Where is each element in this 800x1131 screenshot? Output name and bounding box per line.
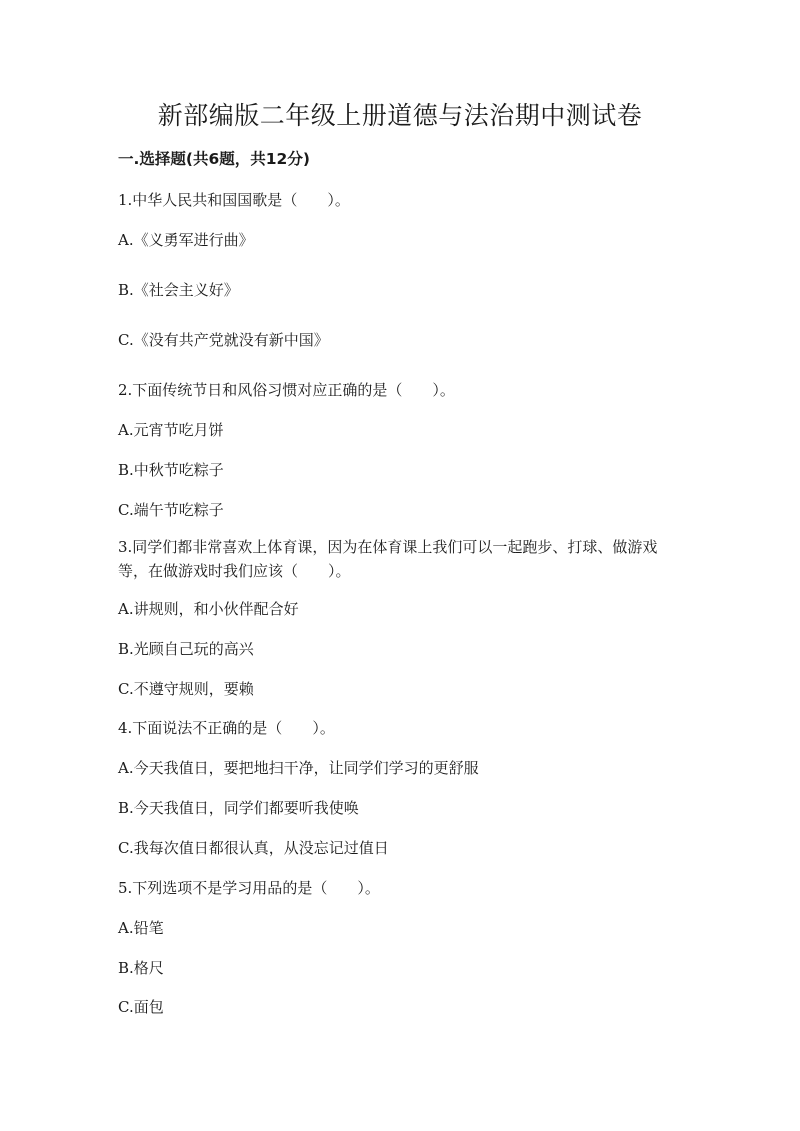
question-stem: 3.同学们都非常喜欢上体育课，因为在体育课上我们可以一起跑步、打球、做游戏等，在做游戏时我们应该（ ）。 bbox=[118, 538, 658, 580]
question-stem: 5.下列选项不是学习用品的是（ ）。 bbox=[118, 879, 380, 897]
option-c: C.不遵守规则，要赖 bbox=[118, 680, 254, 698]
option-b: B.《社会主义好》 bbox=[118, 281, 239, 299]
option-a: A.今天我值日，要把地扫干净，让同学们学习的更舒服 bbox=[118, 759, 479, 777]
section-heading: 一.选择题(共6题，共12分) bbox=[118, 150, 310, 168]
option-b: B.光顾自己玩的高兴 bbox=[118, 640, 254, 658]
question-stem: 2.下面传统节日和风俗习惯对应正确的是（ ）。 bbox=[118, 381, 455, 399]
option-a: A.《义勇军进行曲》 bbox=[118, 231, 254, 249]
option-b: B.格尺 bbox=[118, 959, 164, 977]
option-a: A.元宵节吃月饼 bbox=[118, 421, 224, 439]
page-title: 新部编版二年级上册道德与法治期中测试卷 bbox=[157, 101, 643, 130]
question-stem: 1.中华人民共和国国歌是（ ）。 bbox=[118, 191, 350, 209]
option-c: C.《没有共产党就没有新中国》 bbox=[118, 331, 329, 349]
option-a: A.铅笔 bbox=[118, 919, 164, 937]
question-stem: 4.下面说法不正确的是（ ）。 bbox=[118, 719, 335, 737]
option-c: C.我每次值日都很认真，从没忘记过值日 bbox=[118, 839, 389, 857]
option-a: A.讲规则，和小伙伴配合好 bbox=[118, 600, 299, 618]
option-b: B.今天我值日，同学们都要听我使唤 bbox=[118, 799, 359, 817]
option-c: C.端午节吃粽子 bbox=[118, 501, 224, 519]
option-c: C.面包 bbox=[118, 998, 164, 1016]
option-b: B.中秋节吃粽子 bbox=[118, 461, 224, 479]
